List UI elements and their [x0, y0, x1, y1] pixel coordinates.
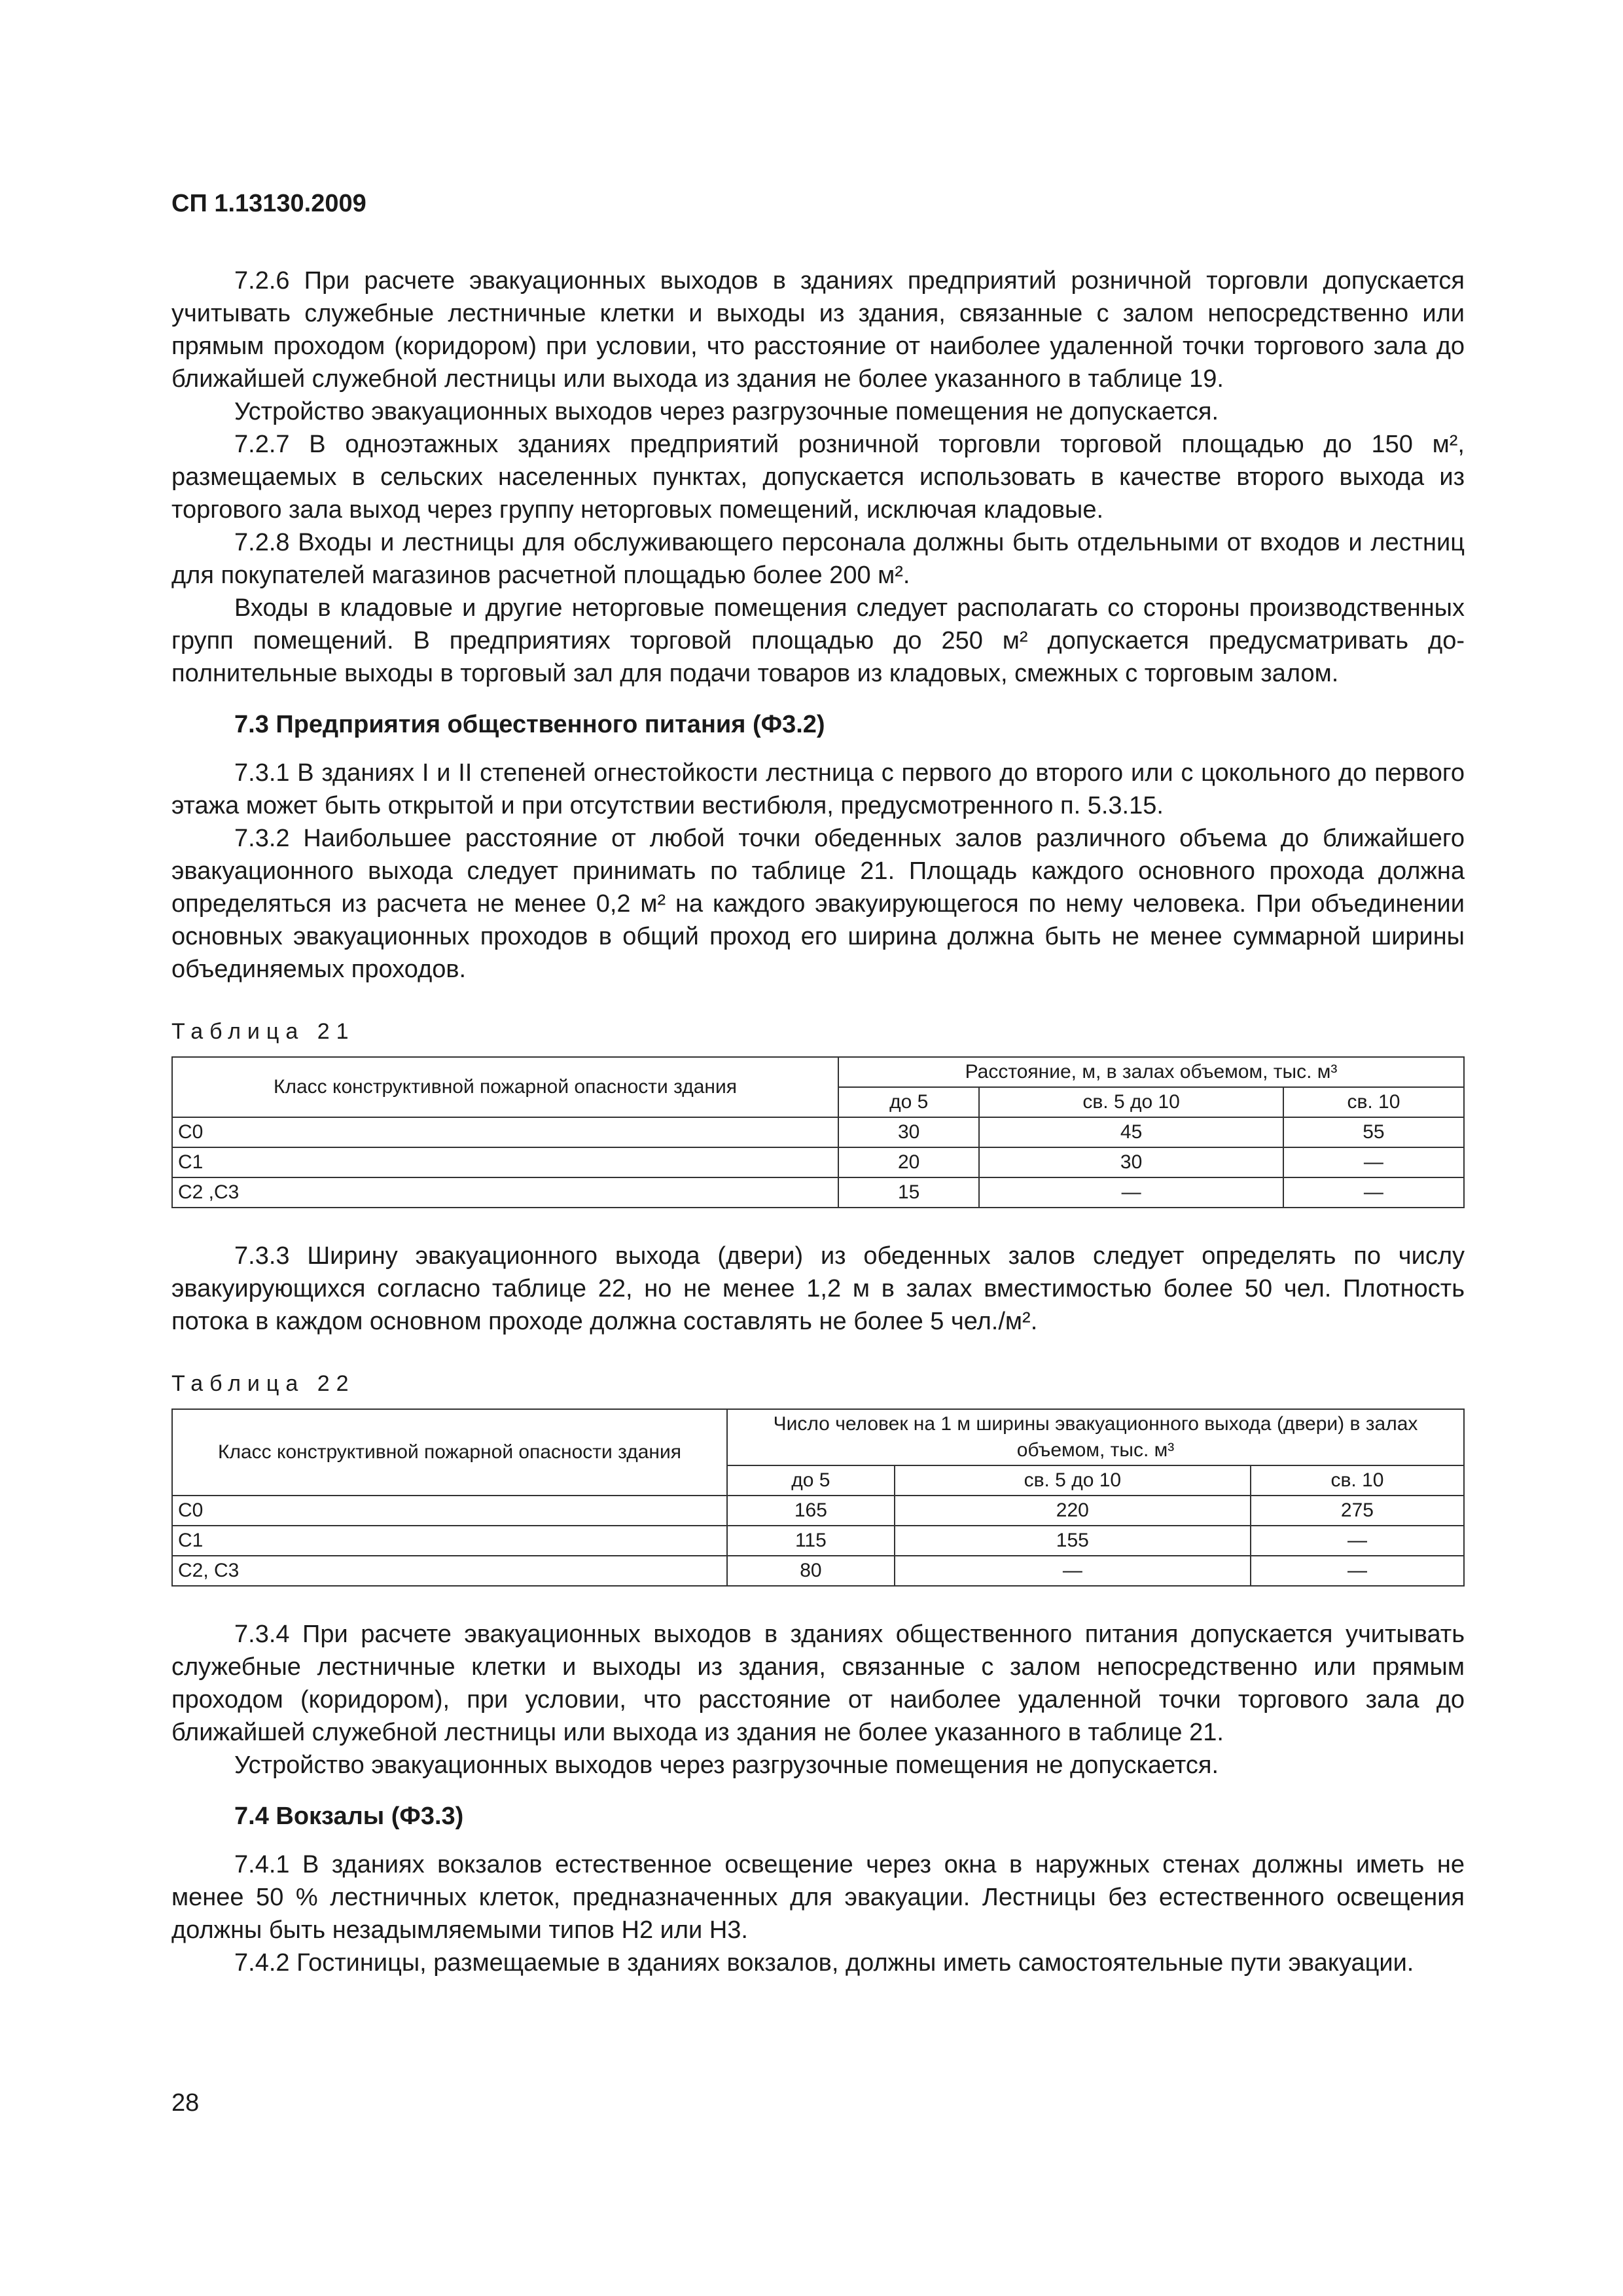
table-21-subheader: св. 5 до 10 — [979, 1087, 1283, 1117]
table-cell: 20 — [838, 1147, 979, 1177]
table-cell: 30 — [838, 1117, 979, 1147]
table-row — [172, 1526, 1464, 1556]
table-21-caption: Таблица 21 — [171, 1019, 355, 1044]
paragraph-unloading: Устройство эвакуационных выходов через разгрузочные помещения не допускается. — [234, 398, 1219, 425]
table-22-subheader: до 5 — [727, 1465, 895, 1496]
document-code: СП 1.13130.2009 — [171, 190, 366, 217]
table-row — [172, 1117, 1464, 1147]
paragraph-7-3-2: 7.3.2 Наибольшее расстояние от любой точки обеденных залов различного объема до ближайшего эвакуационного выхода следует принимать по таблице 21. Площадь каждого основного прохода должна определяться из расчета не менее 0,2 м² на каждого эвакуирующегося по нему человека. При объединении основных эвакуационных проходов в общий проход его ширина должна быть не менее суммарной ширины объединяемых проходов. — [171, 825, 1465, 983]
table-row — [172, 1177, 1464, 1208]
paragraph-7-2-8: 7.2.8 Входы и лестницы для обслуживающего персонала должны быть отдельными от входов и лестниц для покупателей магазинов расчетной площадью более 200 м². — [171, 529, 1465, 589]
paragraph-7-4-1: 7.4.1 В зданиях вокзалов естественное освещение через окна в наружных стенах должны иметь не менее 50 % лестничных клеток, предназначенных для эвакуации. Лестницы без естественного освещения должны быть незадымляемыми типов Н2 или Н3. — [171, 1851, 1465, 1944]
paragraph-7-3-1: 7.3.1 В зданиях I и II степеней огнестойкости лестница с первого до второго или с цокольного до первого этажа может быть открытой и при отсутствии вестибюля, предусмотренного п. 5.3.15. — [171, 759, 1465, 819]
table-cell: 80 — [727, 1556, 895, 1586]
table-cell: 115 — [727, 1526, 895, 1556]
paragraph-7-4-2: 7.4.2 Гостиницы, размещаемые в зданиях вокзалов, должны иметь самостоятельные пути эвакуации. — [234, 1949, 1414, 1977]
table-cell: С2 ,С3 — [172, 1177, 838, 1208]
table-cell: — — [1283, 1177, 1464, 1208]
table-cell: С1 — [172, 1147, 838, 1177]
table-22-caption: Таблица 22 — [171, 1371, 355, 1396]
table-cell: С2, С3 — [172, 1556, 727, 1586]
paragraph-7-2-7: 7.2.7 В одноэтажных зданиях предприятий розничной торговли торговой площадью до 150 м², размещаемых в сельских населенных пунктах, допускается использовать в качестве второго выхода из торгового зала выход через группу неторговых помещений, исключая кладовые. — [171, 431, 1465, 524]
table-cell: 275 — [1251, 1496, 1464, 1526]
table-cell: 15 — [838, 1177, 979, 1208]
page-body — [171, 264, 1465, 1979]
table-cell: — — [979, 1177, 1283, 1208]
table-cell: С1 — [172, 1526, 727, 1556]
section-title-7-4: 7.4 Вокзалы (Ф3.3) — [234, 1803, 464, 1830]
paragraph-7-3-4: 7.3.4 При расчете эвакуационных выходов в зданиях общественного питания допускается учитывать служебные лестничные клетки и выходы из здания, связанные с залом непосредственно или прямым проходом (коридором), при условии, что расстояние от наиболее удаленной точки торгового зала до ближайшей служебной лестницы или выхода из здания не более указанного в таблице 21. — [171, 1621, 1465, 1746]
table-21-subheader: св. 10 — [1283, 1087, 1464, 1117]
table-cell: — — [1283, 1147, 1464, 1177]
table-row — [172, 1496, 1464, 1526]
table-22-subheader: св. 5 до 10 — [895, 1465, 1251, 1496]
table-row — [172, 1147, 1464, 1177]
table-row — [172, 1556, 1464, 1586]
table-cell: 30 — [979, 1147, 1283, 1177]
paragraph-7-2-6: 7.2.6 При расчете эвакуационных выходов в зданиях предприятий розничной торговли допускается учитывать служебные лестничные клетки и выходы из здания, связанные с залом непосредственно или прямым проходом (коридором) при условии, что расстояние от наиболее удаленной точки торгового зала до ближайшей служебной лестницы или выхода из здания не более указанного в таблице 19. — [171, 267, 1465, 393]
paragraph-7-3-3: 7.3.3 Ширину эвакуационного выхода (двери) из обеденных залов следует определять по числу эвакуирующихся согласно таблице 22, но не менее 1,2 м в залах вместимостью более 50 чел. Плотность потока в каждом основном проходе должна составлять не более 5 чел./м². — [171, 1242, 1465, 1335]
table-cell: 45 — [979, 1117, 1283, 1147]
table-22 — [171, 1408, 1465, 1587]
table-cell: С0 — [172, 1496, 727, 1526]
table-cell: — — [1251, 1556, 1464, 1586]
section-title-7-3: 7.3 Предприятия общественного питания (Ф3.2) — [234, 711, 825, 738]
table-cell: С0 — [172, 1117, 838, 1147]
table-21-group-header: Расстояние, м, в залах объемом, тыс. м³ — [838, 1057, 1464, 1087]
table-22-subheader: св. 10 — [1251, 1465, 1464, 1496]
table-cell: 220 — [895, 1496, 1251, 1526]
table-cell: 55 — [1283, 1117, 1464, 1147]
table-cell: — — [1251, 1526, 1464, 1556]
table-22-class-header: Класс конструктивной пожарной опасности здания — [172, 1409, 727, 1496]
table-21 — [171, 1056, 1465, 1208]
page-number: 28 — [171, 2089, 200, 2117]
table-21-subheader: до 5 — [838, 1087, 979, 1117]
table-cell: — — [895, 1556, 1251, 1586]
table-21-class-header: Класс конструктивной пожарной опасности здания — [172, 1057, 838, 1117]
paragraph-unloading-2: Устройство эвакуационных выходов через разгрузочные помещения не допускается. — [234, 1751, 1219, 1779]
table-22-group-header: Число человек на 1 м ширины эвакуационного выхода (двери) в залах объемом, тыс. м³ — [727, 1409, 1464, 1465]
paragraph-storerooms: Входы в кладовые и другие неторговые помещения следует располагать со стороны производственных групп помещений. В предприятиях торговой площадью до 250 м² допускается предусматривать дополнительные выходы в торговый зал для подачи товаров из кладовых, смежных с торговым залом. — [171, 594, 1465, 687]
table-cell: 155 — [895, 1526, 1251, 1556]
table-cell: 165 — [727, 1496, 895, 1526]
